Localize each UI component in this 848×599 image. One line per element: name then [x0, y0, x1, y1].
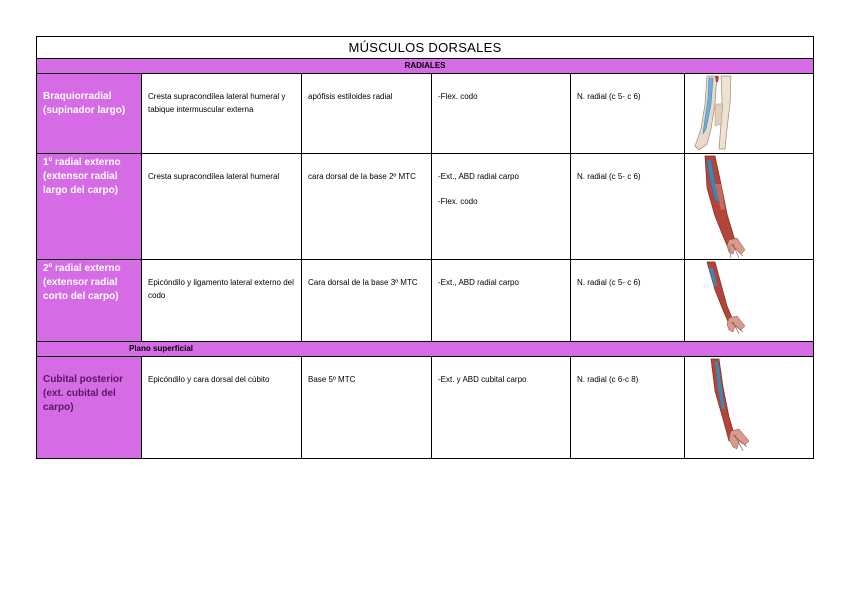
origin-cell	[142, 74, 302, 154]
origin-text: Cresta supracondílea lateral humeral y tabique intermuscular externa	[148, 92, 286, 114]
table-row	[37, 154, 814, 260]
insertion-cell	[302, 74, 432, 154]
origin-cell	[142, 260, 302, 342]
nerve-cell	[571, 260, 685, 342]
origin-text: Epicóndilo y cara dorsal del cúbito	[148, 375, 270, 384]
nerve-cell	[571, 74, 685, 154]
section-header-plano-superficial	[37, 342, 814, 357]
image-cell	[685, 260, 814, 342]
image-cell	[685, 154, 814, 260]
table-title: MÚSCULOS DORSALES	[37, 37, 814, 59]
muscle-name-cell	[37, 74, 142, 154]
section-header-radiales: RADIALES	[37, 59, 814, 74]
muscle-name: Braquiorradial (supinador largo)	[43, 91, 126, 116]
nerve-text: N. radial (c 6-c 8)	[577, 375, 639, 384]
insertion-cell	[302, 357, 432, 459]
table-row	[37, 74, 814, 154]
table-row	[37, 357, 814, 459]
action-cell	[432, 260, 571, 342]
table-row	[37, 260, 814, 342]
nerve-text: N. radial (c 5- c 6)	[577, 172, 641, 181]
origin-text: Epicóndilo y ligamento lateral externo del codo	[148, 278, 294, 300]
muscles-table	[36, 36, 814, 459]
muscle-name: 1º radial externo (extensor radial largo del carpo)	[43, 157, 121, 196]
nerve-text: N. radial (c 5- c 6)	[577, 278, 641, 287]
action-text: -Ext. y ABD cubital carpo	[438, 375, 527, 384]
insertion-cell	[302, 154, 432, 260]
forearm-muscle-illustration-icon	[685, 260, 814, 342]
action-cell	[432, 357, 571, 459]
action-text: -Ext., ABD radial carpo	[438, 172, 519, 181]
insertion-cell	[302, 260, 432, 342]
insertion-text: apófisis estiloides radial	[308, 92, 393, 101]
forearm-muscle-illustration-icon	[685, 154, 814, 260]
nerve-text: N. radial (c 5- c 6)	[577, 92, 641, 101]
muscle-name: Cubital posterior (ext. cubital del carpo)	[43, 374, 124, 413]
action-text: -Flex. codo	[438, 197, 478, 206]
action-text: -Ext., ABD radial carpo	[438, 278, 519, 287]
insertion-text: Base 5º MTC	[308, 375, 356, 384]
muscle-name: 2º radial externo (extensor radial corto del carpo)	[43, 263, 121, 302]
nerve-cell	[571, 154, 685, 260]
forearm-muscle-illustration-icon	[685, 357, 814, 459]
insertion-text: cara dorsal de la base 2º MTC	[308, 172, 416, 181]
origin-cell	[142, 154, 302, 260]
insertion-text: Cara dorsal de la base 3º MTC	[308, 278, 418, 287]
action-cell	[432, 154, 571, 260]
arm-muscle-illustration-icon	[685, 74, 814, 154]
section-label: Plano superficial	[129, 344, 194, 353]
origin-text: Cresta supracondílea lateral humeral	[148, 172, 280, 181]
action-cell	[432, 74, 571, 154]
muscle-name-cell	[37, 154, 142, 260]
image-cell	[685, 357, 814, 459]
image-cell	[685, 74, 814, 154]
origin-cell	[142, 357, 302, 459]
nerve-cell	[571, 357, 685, 459]
muscle-name-cell	[37, 260, 142, 342]
muscle-name-cell	[37, 357, 142, 459]
action-text: -Flex. codo	[438, 92, 478, 101]
